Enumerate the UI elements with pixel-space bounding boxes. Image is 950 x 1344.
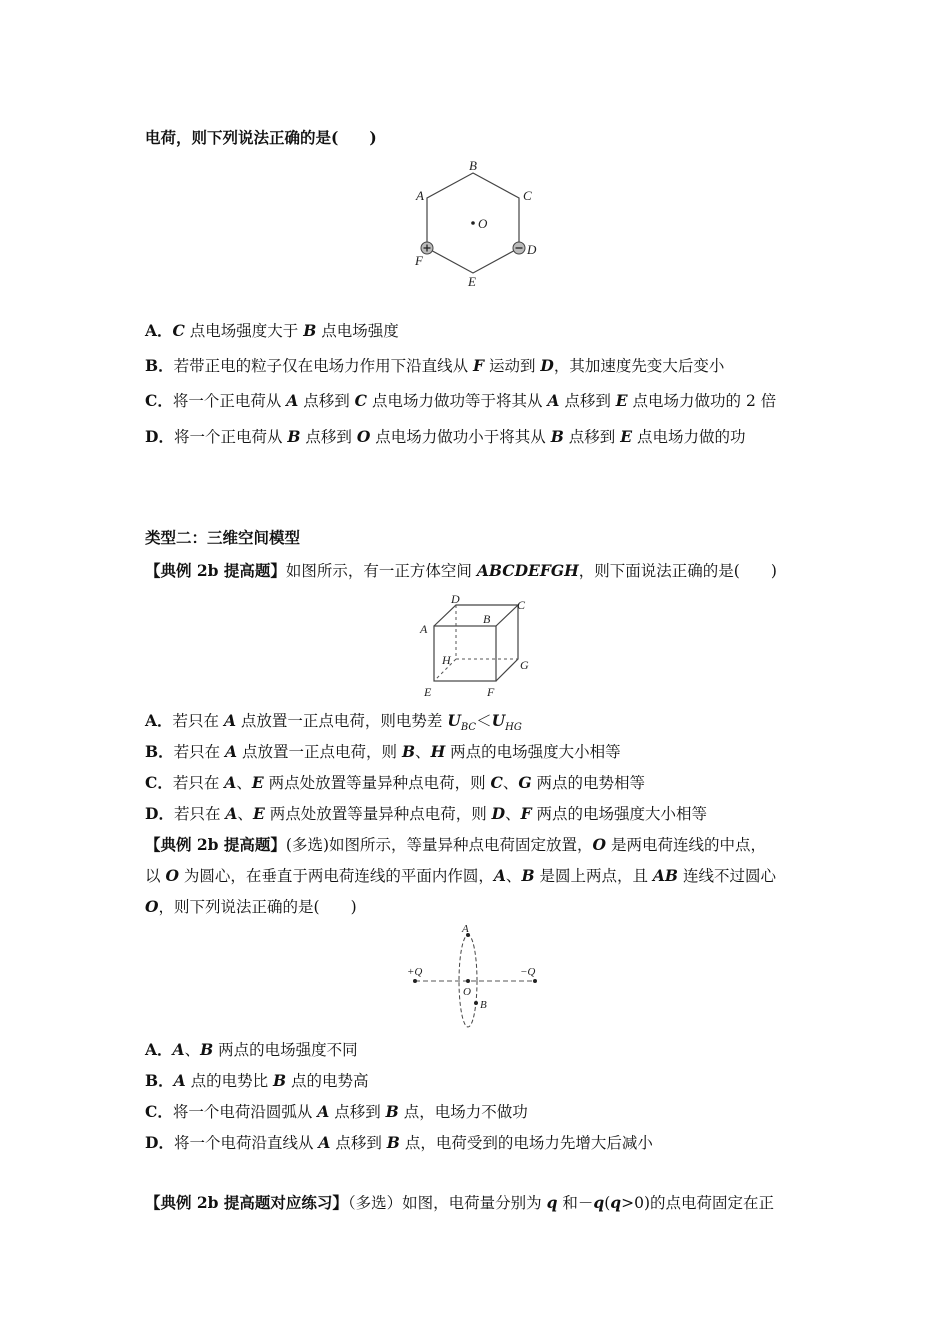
option-letter: A． xyxy=(145,711,173,730)
q1-option-c xyxy=(145,391,776,411)
text-run: (多选)如图所示，等量异种点电荷固定放置， xyxy=(285,836,593,854)
q4-stem-text xyxy=(348,1194,774,1212)
math-symbol: q xyxy=(546,1193,558,1212)
q3-stem-text-1 xyxy=(286,836,766,854)
text-run: 点移到 xyxy=(559,392,616,410)
text-run: 点移到 xyxy=(298,392,355,410)
math-symbol: ABCDEFGH xyxy=(476,561,579,580)
text-run: 和－ xyxy=(557,1194,594,1212)
text-run: 以 xyxy=(145,867,166,885)
text-run: 将一个正电荷从 xyxy=(173,428,288,446)
math-symbol: q xyxy=(593,1193,605,1212)
text-run: 点电场力做的功 xyxy=(632,428,746,446)
math-symbol: B xyxy=(200,1040,214,1059)
q2-stem-text xyxy=(286,562,777,580)
math-symbol: H xyxy=(430,742,446,761)
text-run: 、 xyxy=(184,1041,201,1059)
text-run: 点放置一正点电荷，则 xyxy=(237,743,402,761)
option-letter: B． xyxy=(145,1071,174,1090)
math-symbol: A xyxy=(318,1133,331,1152)
math-symbol: B xyxy=(385,1102,399,1121)
math-subscript: HG xyxy=(505,722,522,734)
option-letter: A． xyxy=(145,1040,173,1059)
q1-intro: 电荷，则下列说法正确的是( ) xyxy=(145,128,377,147)
hex-label-b: B xyxy=(469,158,477,173)
text-run: 点，电荷受到的电场力先增大后减小 xyxy=(399,1134,653,1152)
q4-tag: 【典例 2b 提高题对应练习】 xyxy=(145,1193,348,1212)
label-o: O xyxy=(463,986,471,998)
text-run: 为圆心，在垂直于两电荷连线的平面内作圆， xyxy=(178,867,494,885)
text-run: 两点的电势相等 xyxy=(531,774,646,792)
center-point-o xyxy=(466,979,470,983)
text-run: 点的电势比 xyxy=(185,1072,273,1090)
label-b: B xyxy=(480,999,487,1011)
q3-tag: 【典例 2b 提高题】 xyxy=(145,835,286,854)
math-symbol: A xyxy=(547,391,560,410)
math-symbol: C xyxy=(354,391,368,410)
text-run: 若带正电的粒子仅在电场力作用下沿直线从 xyxy=(173,357,474,375)
text-run: 是圆上两点，且 xyxy=(534,867,653,885)
q4-stem xyxy=(145,1193,774,1213)
math-symbol: B xyxy=(273,1071,287,1090)
q1-option-a xyxy=(145,321,399,341)
text-run: 运动到 xyxy=(484,357,541,375)
math-symbol: G xyxy=(518,773,532,792)
text-run: 两点的电场强度大小相等 xyxy=(445,743,621,761)
text-run: 两点的电场强度大小相等 xyxy=(531,805,708,823)
text-run: 如图所示，有一正方体空间 xyxy=(285,562,477,580)
option-letter: D． xyxy=(145,804,174,823)
text-run: 点移到 xyxy=(563,428,621,446)
math-symbol: O xyxy=(592,835,607,854)
math-symbol: E xyxy=(615,391,628,410)
text-run: 、 xyxy=(236,774,252,792)
cube-label-d: D xyxy=(451,592,460,606)
math-symbol: A xyxy=(224,773,237,792)
math-symbol: A xyxy=(223,711,236,730)
math-symbol: A xyxy=(225,742,238,761)
point-b xyxy=(474,1001,478,1005)
math-symbol: D xyxy=(540,356,554,375)
option-letter: C． xyxy=(145,1102,173,1121)
text-run: 点移到 xyxy=(329,1103,386,1121)
text-run: 若只在 xyxy=(172,712,224,730)
q3-option-b xyxy=(145,1071,369,1091)
q2-option-d xyxy=(145,804,707,824)
math-symbol: B xyxy=(303,321,317,340)
dipole-figure xyxy=(400,920,550,1030)
math-symbol: U xyxy=(491,711,506,730)
q2-stem xyxy=(145,561,777,581)
q3-stem-line-2 xyxy=(145,866,776,886)
math-symbol: A xyxy=(286,391,299,410)
cube-label-c: C xyxy=(517,598,526,612)
math-symbol: q xyxy=(610,1193,622,1212)
text-run: 将一个正电荷从 xyxy=(172,392,287,410)
math-symbol: A xyxy=(173,1071,186,1090)
hex-label-f: F xyxy=(415,253,423,268)
text-run: 、 xyxy=(502,774,519,792)
text-run: 点的电势高 xyxy=(286,1072,369,1090)
math-symbol: U xyxy=(447,711,461,730)
hex-label-a: A xyxy=(416,188,424,203)
q3-option-a xyxy=(145,1040,358,1060)
math-symbol: O xyxy=(356,427,371,446)
math-symbol: E xyxy=(251,773,264,792)
text-run: 是两电荷连线的中点， xyxy=(606,836,766,854)
text-run: 将一个电荷沿直线从 xyxy=(173,1134,319,1152)
cube-label-b: B xyxy=(483,612,491,626)
cube-label-g: G xyxy=(520,658,529,672)
q2-option-b xyxy=(145,742,621,762)
hex-label-d: D xyxy=(527,242,537,257)
center-point-o xyxy=(471,221,475,225)
text-run: 若只在 xyxy=(173,743,226,761)
label-minus-q: −Q xyxy=(520,966,536,978)
cube-figure xyxy=(415,592,540,702)
math-symbol: C xyxy=(172,321,185,340)
label-a: A xyxy=(462,923,469,935)
math-symbol: A xyxy=(317,1102,330,1121)
math-symbol: AB xyxy=(652,866,679,885)
text-run: 点电场强度大于 xyxy=(184,322,304,340)
math-symbol: O xyxy=(165,866,179,885)
label-plus-q: +Q xyxy=(407,966,423,978)
negative-charge-icon xyxy=(513,242,525,254)
option-letter: C． xyxy=(145,391,173,410)
text-run: ，则下面说法正确的是( ) xyxy=(578,562,777,580)
text-run: 两点处放置等量异种点电荷，则 xyxy=(263,774,491,792)
text-run: 点移到 xyxy=(300,428,357,446)
text-run: 、 xyxy=(415,743,431,761)
math-symbol: A xyxy=(493,866,506,885)
text-run: 点移到 xyxy=(330,1134,387,1152)
cube-top-edges xyxy=(434,605,518,626)
cube-right-edges xyxy=(496,605,518,681)
math-symbol: O xyxy=(145,897,159,916)
text-run: ，其加速度先变大后变小 xyxy=(553,357,725,375)
math-symbol: B xyxy=(287,427,301,446)
q2-tag: 【典例 2b 提高题】 xyxy=(145,561,286,580)
text-run: 点放置一正点电荷，则电势差 xyxy=(236,712,448,730)
q3-option-c xyxy=(145,1102,528,1122)
text-run: >0)的点电荷固定在正 xyxy=(621,1194,775,1212)
q2-option-c xyxy=(145,773,645,793)
text-run: （多选）如图，电荷量分别为 xyxy=(347,1194,547,1212)
text-run: 点电场强度 xyxy=(316,322,399,340)
cube-label-f: F xyxy=(487,685,495,699)
text-run: 点电场力做功小于将其从 xyxy=(370,428,551,446)
q2-option-a xyxy=(145,711,522,738)
text-run: 连线不过圆心 xyxy=(678,867,776,885)
negative-charge-point xyxy=(533,979,537,983)
math-symbol: B xyxy=(401,742,416,761)
q3-stem-line-1 xyxy=(145,835,766,855)
option-letter: A． xyxy=(145,321,173,340)
text-run: 两点处放置等量异种点电荷，则 xyxy=(264,805,492,823)
option-letter: B． xyxy=(145,742,174,761)
text-run: 点，电场力不做功 xyxy=(398,1103,528,1121)
math-symbol: B xyxy=(521,866,535,885)
text-run: 将一个电荷沿圆弧从 xyxy=(172,1103,318,1121)
option-letter: D． xyxy=(145,1133,174,1152)
math-symbol: A xyxy=(172,1040,185,1059)
text-run: 、 xyxy=(505,805,521,823)
math-symbol: C xyxy=(490,773,503,792)
text-run: 点电场力做功等于将其从 xyxy=(367,392,548,410)
hexagon-figure xyxy=(405,155,555,295)
hex-label-e: E xyxy=(468,274,476,289)
option-letter: B． xyxy=(145,356,174,375)
text-run: 若只在 xyxy=(173,805,226,823)
text-run: 若只在 xyxy=(172,774,225,792)
text-run: ＜ xyxy=(476,712,492,730)
text-run: 、 xyxy=(237,805,253,823)
section-title: 类型二：三维空间模型 xyxy=(145,528,301,547)
math-symbol: F xyxy=(473,356,485,375)
cube-label-a: A xyxy=(420,622,428,636)
math-symbol: F xyxy=(520,804,532,823)
text-run: 点电场力做功的 2 倍 xyxy=(627,392,777,410)
q3-stem-line-3 xyxy=(145,897,357,917)
math-symbol: B xyxy=(550,427,564,446)
positive-charge-point xyxy=(413,979,417,983)
option-letter: C． xyxy=(145,773,173,792)
option-letter: D． xyxy=(145,427,174,446)
text-run: 两点的电场强度不同 xyxy=(213,1041,358,1059)
hex-label-c: C xyxy=(523,188,532,203)
cube-label-e: E xyxy=(424,685,432,699)
hex-label-o: O xyxy=(478,216,488,231)
math-symbol: E xyxy=(252,804,265,823)
math-symbol: A xyxy=(225,804,238,823)
text-run: ( xyxy=(604,1194,611,1212)
math-subscript: BC xyxy=(460,722,477,734)
cube-label-h: H xyxy=(442,653,451,667)
q1-option-d xyxy=(145,427,745,447)
q3-option-d xyxy=(145,1133,653,1153)
math-symbol: B xyxy=(386,1133,400,1152)
q1-option-b xyxy=(145,356,724,376)
text-run: ，则下列说法正确的是( ) xyxy=(158,898,357,916)
text-run: 、 xyxy=(505,867,522,885)
math-symbol: D xyxy=(491,804,506,823)
math-symbol: E xyxy=(620,427,633,446)
